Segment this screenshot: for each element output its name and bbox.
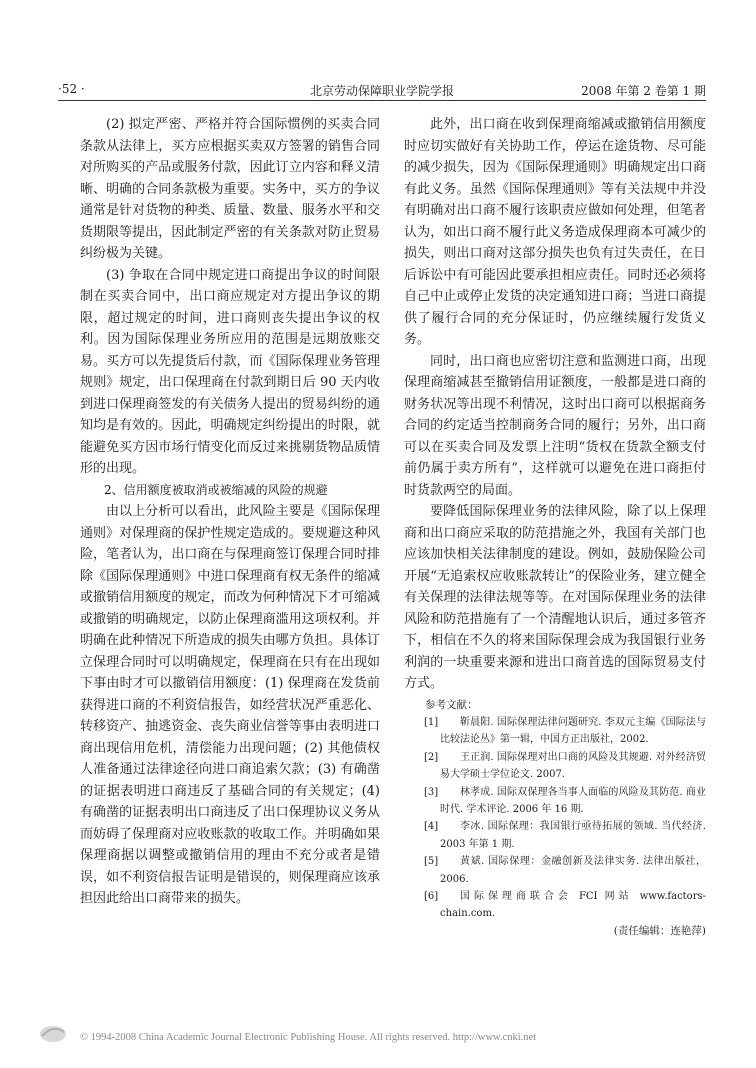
paragraph: 要降低国际保理业务的法律风险，除了以上保理商和出口商应采取的防范措施之外，我国有关部门也应该加快相关法律制度的建设。例如，鼓励保险公司开展“无追索权应收账款转让”的保险业务，建立健全有关保理的法律法规等等。在对国际保理业务的法律风险和防范措施有了一个清醒地认识后，通过多管齐下，相信在不久的将来国际保理会成为我国银行业务利润的一块重要来源和进出口商首选的国际贸易支付方式。: [404, 504, 706, 691]
paragraph: (3) 争取在合同中规定进口商提出争议的时间限制在买卖合同中，出口商应规定对方提出争议的期限，超过规定的时间，进口商则丧失提出争议的权利。因为国际保理业务所应用的范围是远期放账交易。买方可以先提货后付款，而《国际保理业务管理规则》规定，出口保理商在付款到期日后 90 天内收到进口保理商签发的有关债务人提出的贸易纠纷的通知均是有效的。因此，明确规定纠纷提出的时限，就能避免买方因市场行情变化而反过来挑剔货物品质情形的出现。: [80, 267, 380, 476]
reference-number: [3]: [424, 786, 439, 798]
cnki-logo-icon: [38, 1022, 68, 1044]
page-footer: [38, 1028, 716, 1050]
reference-text: 王正润. 国际保理对出口商的风险及其规避. 对外经济贸易大学硕士学位论文. 2007.: [440, 751, 706, 781]
journal-title: 北京劳动保障职业学院学报: [309, 84, 454, 98]
paragraph: 同时，出口商也应密切注意和监测进口商，出现保理商缩减甚至撤销信用证额度，一般都是进口商的财务状况等出现不利情况，这时出口商可以根据商务合同的约定适当控制商务合同的履行；另外，出口商可以在买卖合同及发票上注明“货权在货款全额支付前仍属于卖方所有”，这样就可以避免在进口商拒付时货款两空的局面。: [404, 353, 706, 498]
reference-item: [404, 714, 706, 749]
left-column: [80, 114, 380, 910]
responsible-editor: (责任编辑：连艳萍): [613, 924, 706, 937]
reference-number: [2]: [424, 751, 439, 763]
page-number: ·52 ·: [58, 82, 85, 96]
issue-info: 2008 年第 2 卷第 1 期: [581, 84, 706, 98]
reference-text: 黄斌. 国际保理：金融创新及法律实务. 法律出版社，2006.: [440, 856, 706, 885]
paragraph: 此外，出口商在收到保理商缩减或撤销信用额度时应切实做好有关协助工作，停运在途货物、尽可能的减少损失，因为《国际保理通则》明确规定出口商有此义务。虽然《国际保理通则》等有关法规中并没有明确对出口商不履行该职责应做如何处理，但笔者认为，如出口商不履行此义务造成保理商本可减少的损失，则出口商对这部分损失也负有过失责任，在日后诉讼中有可能因此要承担相应责任。同时还必须将自己中止或停止发货的决定通知进口商；当进口商提供了履行合同的充分保证时，仍应继续履行发货义务。: [404, 117, 706, 347]
reference-text: 林孝成. 国际双保理各当事人面临的风险及其防范. 商业时代. 学术评论. 2006 年 16 期.: [440, 786, 706, 815]
reference-item: [404, 784, 706, 819]
reference-number: [1]: [424, 716, 439, 728]
copyright-notice: © 1994-2008 China Academic Journal Electronic Publishing House. All rights reserved. http://www.cnki.net: [80, 1032, 537, 1043]
references: [404, 697, 706, 941]
page-header: [58, 80, 706, 101]
right-column: [404, 114, 706, 940]
paragraph: 由以上分析可以看出，此风险主要是《国际保理通则》对保理商的保护性规定造成的。要规避这种风险，笔者认为，出口商在与保理商签订保理合同时排除《国际保理通则》中进口保理商有权无条件的缩减或撤销信用额度的规定，而改为何种情况下才可缩减或撤销的明确规定，以防止保理商滥用这项权利。并明确在此种情况下所造成的损失由哪方负担。具体订立保理合同时可以明确规定，保理商在只有在出现如下事由时才可以撤销信用额度：(1) 保理商在发货前获得进口商的不利资信报告，如经营状况严重恶化、转移资产、抽逃资金、丧失商业信誉等事由表明进口商出现信用危机，清偿能力出现问题；(2) 其他债权人准备通过法律途径向进口商追索欠款；(3) 有确凿的证据表明进口商违反了基础合同的有关规定；(4) 有确凿的证据表明出口商违反了出口保理协议义务从而妨碍了保理商对应收账款的收取工作。并明确如果保理商据以调整或撤销信用的理由不充分或者是错误，如不利资信报告证明是错误的，则保理商应该承担因此给出口商带来的损失。: [80, 504, 380, 906]
reference-number: [4]: [424, 821, 439, 833]
paragraph: (2) 拟定严密、严格并符合国际惯例的买卖合同条款从法律上，买方应根据买卖双方签署的销售合同对所购买的产品或服务付款，因此订立内容和释义清晰、明确的合同条款极为重要。实务中，买方的争议通常是针对货物的种类、质量、数量、服务水平和交货期限等提出，因此制定严密的有关条款对防止贸易纠纷极为关键。: [80, 117, 380, 261]
references-title: 参考文献：: [425, 698, 478, 711]
reference-item: [404, 888, 706, 923]
reference-item: [404, 818, 706, 853]
reference-text: 国际保理商联合会 FCI 网站 www.factors-chain.com.: [440, 890, 706, 920]
reference-number: [5]: [424, 856, 439, 868]
reference-text: 靳晨阳. 国际保理法律问题研究. 李双元主编《国际法与比较法论丛》第一辑，中国方正出版社，2002.: [440, 716, 706, 746]
reference-text: 李冰. 国际保理：我国银行亟待拓展的领域. 当代经济. 2003 年第 1 期.: [440, 821, 706, 850]
section-subheading: 2、信用额度被取消或被缩减的风险的规避: [104, 482, 328, 497]
reference-item: [404, 853, 706, 888]
reference-item: [404, 749, 706, 784]
reference-number: [6]: [424, 890, 439, 902]
